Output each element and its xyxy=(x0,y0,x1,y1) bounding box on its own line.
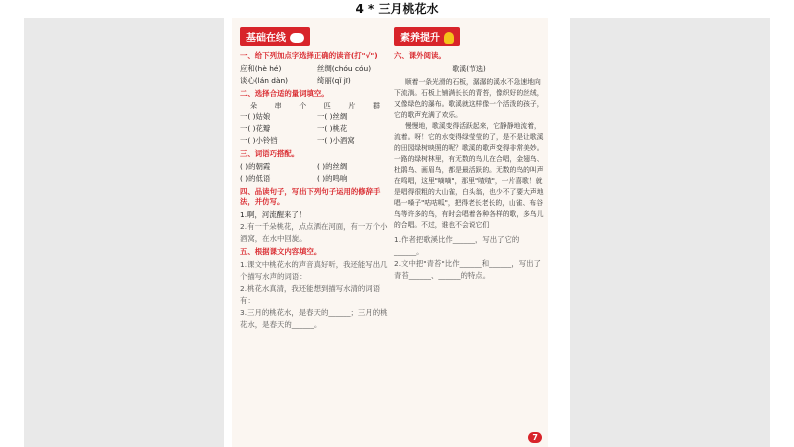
improve-header: 素养提升 xyxy=(394,27,460,46)
worksheet-page xyxy=(232,18,548,447)
q3-row: ( )的朝霞 ( )的丝绸 xyxy=(240,162,348,171)
q3-title: 三、词语巧搭配。 xyxy=(240,149,300,158)
reading-paragraph-1: 顺着一条光滑的石板，潺潺的溪水不急速地向下流淌。石板上铺满长长的青苔，像织好的丝绒，又像绿色的瀑布。歌溪就这样像一个活泼的孩子，它的歌声充满了欢乐。 xyxy=(394,78,544,119)
q6-title: 六、课外阅读。 xyxy=(394,51,446,60)
q4-sentence-2: 2.有一千朵桃花，点点洒在河面，有一万个小酒窝，在水中回旋。 xyxy=(240,222,388,243)
basics-header: 基础在线 xyxy=(240,27,310,46)
q4-title: 四、品读句子，写出下列句子运用的修辞手法，并仿写。 xyxy=(240,187,381,206)
lightbulb-icon xyxy=(444,32,454,44)
cloud-icon xyxy=(290,33,304,43)
right-column xyxy=(394,26,544,447)
q2-row: 一( )花瓣 一( )桃花 xyxy=(240,124,348,133)
q5-item-3: 3.三月的桃花水，是春天的______；三月的桃花水，是春天的______。 xyxy=(240,308,388,329)
q4-sentence-1: 1.啊，河流醒来了！ xyxy=(240,210,307,219)
q2-row: 一( )姑娘 一( )丝绸 xyxy=(240,112,348,121)
q1-row: 谈心(lán dàn) 绮丽(qǐ jī) xyxy=(240,76,351,85)
q2-title: 二、选择合适的量词填空。 xyxy=(240,89,329,98)
q5-item-1: 1.课文中桃花水的声音真好听，我还能写出几个描写水声的词语： xyxy=(240,260,388,281)
q1-title: 一、给下列加点字选择正确的读音(打"√") xyxy=(240,51,378,60)
reading-title: 歌溪(节选) xyxy=(452,65,486,73)
question-1: 1.作者把歌溪比作______，写出了它的______。 xyxy=(394,235,520,256)
reading-paragraph-2: 慢慢地，歌溪变得活跃起来，它静静地流着，流着。呀！它的水变得绿莹莹的了，是不是让歌溪的田园绿树映照的呢？歌溪的歌声变得非常美妙。一路的绿树林里，有无数的鸟儿在合唱，金翅鸟、杜鹃鸟、画眉鸟，都是最活跃的。无数的鸟的叫声在鸣唱，这里"嘀嘀"，那里"喳喳"，一片喜歌！就是唱得很粗的大山雀，白头翁，也少不了要大声地唱一嗓子"咕咕呱"，把得老长老长的，山雀、布谷鸟等许多的鸟，有时会唱着各种各样的歌，多鸟儿的合唱。不过，谁也不会说它们 xyxy=(394,122,544,229)
page-title: 4 * 三月桃花水 xyxy=(355,2,439,16)
measure-word-options: 朵 串 个 匹 片 群 xyxy=(250,102,380,110)
q2-row: 一( )小铃铛 一( )小酒窝 xyxy=(240,136,355,145)
right-background xyxy=(570,18,770,447)
question-2: 2.文中把"青苔"比作______和______，写出了青苔______、______的特点。 xyxy=(394,259,541,280)
left-background xyxy=(24,18,224,447)
left-column xyxy=(240,26,390,447)
q3-row: ( )的低语 ( )的鸣响 xyxy=(240,174,348,183)
page-number: 7 xyxy=(528,432,542,443)
q1-row: 应和(hè hé) 丝绸(chóu cóu) xyxy=(240,64,372,73)
q5-item-2: 2.桃花水真清，我还能想到描写水清的词语有： xyxy=(240,284,381,305)
q5-title: 五、根据课文内容填空。 xyxy=(240,247,322,256)
